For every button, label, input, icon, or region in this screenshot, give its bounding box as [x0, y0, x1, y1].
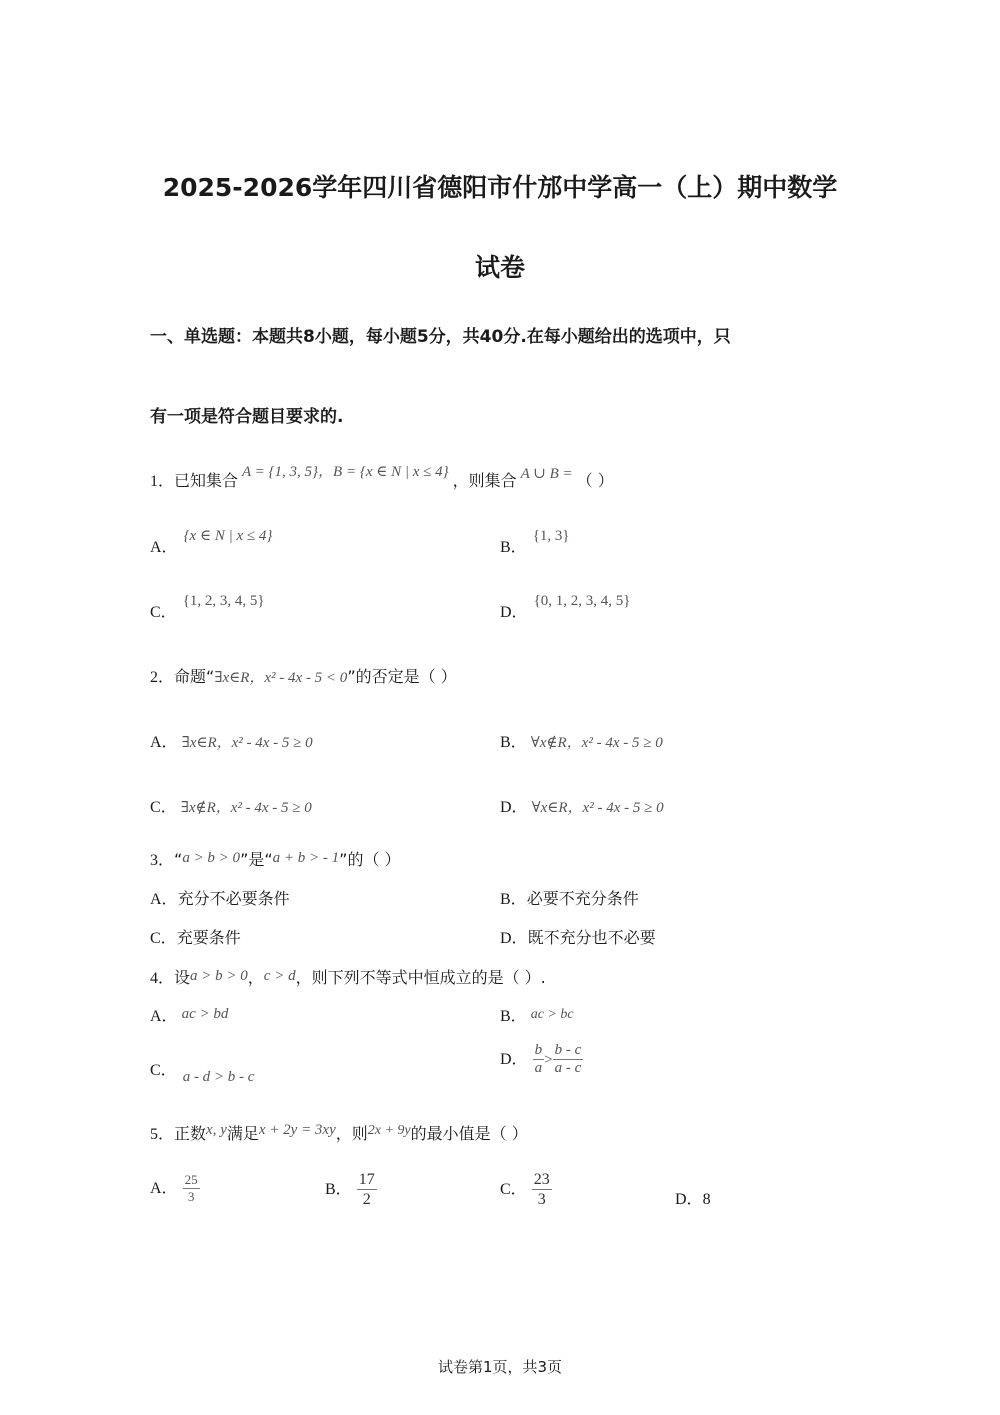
fraction: [553, 1042, 584, 1077]
option-math: {x ∈ N | x ≤ 4}: [183, 528, 273, 544]
question-text: 满足: [226, 1124, 259, 1143]
question-text: ”的否定是（ ）: [347, 667, 457, 686]
option-text: 8: [702, 1191, 711, 1208]
fraction-numerator: 25: [184, 1172, 198, 1187]
fraction-denominator: 2: [362, 1191, 371, 1208]
question-4-option-a[interactable]: [150, 1003, 228, 1026]
option-label: A．: [150, 539, 178, 556]
question-text: ”是“: [240, 850, 273, 869]
question-3-option-b[interactable]: [500, 886, 639, 909]
question-text: 设: [174, 968, 191, 987]
fraction: [533, 1042, 545, 1077]
option-math: ac > bc: [530, 1007, 574, 1022]
question-5-option-d[interactable]: [675, 1186, 711, 1209]
question-1-option-a[interactable]: [150, 528, 273, 557]
page-footer: 试卷第1页，共3页: [437, 1358, 563, 1376]
question-1-stem: [150, 464, 614, 491]
option-label: D．: [500, 799, 528, 816]
option-math: ∃x∉R，x² - 4x - 5 ≥ 0: [180, 800, 312, 816]
question-4-option-d[interactable]: [500, 1042, 583, 1077]
option-text: 既不充分也不必要: [527, 928, 656, 947]
math-expression: A = {1, 3, 5}，B = {x ∈ N | x ≤ 4}: [242, 464, 449, 480]
question-3-option-d[interactable]: [500, 925, 656, 948]
fraction-denominator: 3: [187, 1189, 195, 1204]
option-label: D．: [500, 1051, 528, 1068]
option-label: C．: [150, 604, 177, 621]
math-expression: A ∪ B =: [520, 466, 573, 482]
option-label: A．: [150, 1180, 178, 1197]
option-label: B．: [500, 891, 527, 908]
option-label: A．: [150, 1008, 178, 1025]
option-label: D．: [500, 930, 528, 947]
question-5-option-b[interactable]: [325, 1170, 377, 1209]
question-text: ”的（ ）: [339, 850, 401, 869]
question-text: ，则: [335, 1124, 368, 1143]
question-number: 4．: [150, 970, 175, 987]
question-text: 的最小值是（ ）: [410, 1124, 528, 1143]
fraction-denominator: a: [534, 1060, 543, 1076]
fraction-numerator: 23: [533, 1171, 550, 1188]
question-4-option-c[interactable]: [150, 1057, 255, 1085]
question-5-option-a[interactable]: [150, 1172, 200, 1205]
option-math: {0, 1, 2, 3, 4, 5}: [533, 593, 631, 609]
math-expression: a > b > 0: [182, 850, 241, 866]
option-label: A．: [150, 891, 178, 908]
option-label: C．: [150, 1062, 177, 1079]
option-label: C．: [500, 1181, 527, 1198]
question-5-option-c[interactable]: [500, 1170, 552, 1209]
question-2-stem: [150, 664, 457, 687]
option-math: a - d > b - c: [182, 1069, 255, 1085]
question-number: 5．: [150, 1126, 175, 1143]
question-5-stem: [150, 1121, 528, 1144]
math-expression: x + 2y = 3xy: [258, 1122, 336, 1138]
math-expression: ∃x∈R，x² - 4x - 5 < 0: [214, 670, 348, 686]
option-label: C．: [150, 799, 177, 816]
section-heading-line1: 一、单选题：本题共8小题，每小题5分，共40分.在每小题给出的选项中，只: [150, 327, 731, 347]
question-number: 2．: [150, 669, 175, 686]
option-label: B．: [500, 539, 527, 556]
fraction-denominator: 3: [537, 1191, 546, 1208]
fraction: [183, 1172, 200, 1205]
fraction-numerator: b - c: [554, 1042, 582, 1058]
question-1-option-c[interactable]: [150, 593, 265, 622]
option-text: 充分不必要条件: [177, 889, 290, 908]
option-text: 必要不充分条件: [526, 889, 639, 908]
question-text: 命题“: [174, 667, 215, 686]
question-text: ，则集合: [452, 471, 517, 490]
fraction-numerator: b: [534, 1042, 543, 1058]
question-4-stem: [150, 965, 546, 988]
option-label: B．: [500, 1008, 527, 1025]
option-math: ∀x∉R，x² - 4x - 5 ≥ 0: [530, 735, 663, 751]
math-expression: x, y: [206, 1122, 227, 1138]
option-label: D．: [500, 604, 528, 621]
option-math: {1, 3}: [532, 528, 570, 544]
option-math: ∀x∈R，x² - 4x - 5 ≥ 0: [531, 800, 664, 816]
math-expression: c > d: [263, 968, 296, 984]
question-text: （ ）: [576, 471, 614, 490]
exam-title-line1: 2025-2026学年四川省德阳市什邡中学高一（上）期中数学: [162, 173, 838, 202]
question-2-option-c[interactable]: [150, 794, 312, 817]
option-label: B．: [500, 734, 527, 751]
question-2-option-d[interactable]: [500, 794, 664, 817]
math-expression: a > b > 0: [190, 968, 248, 984]
option-label: A．: [150, 734, 178, 751]
fraction-numerator: 17: [358, 1171, 375, 1188]
question-text: “: [174, 850, 183, 869]
question-text: ，则下列不等式中恒成立的是（ ）.: [295, 968, 546, 987]
option-math: {1, 2, 3, 4, 5}: [182, 593, 265, 609]
math-expression: 2x + 9y: [367, 1123, 411, 1138]
question-3-stem: [150, 847, 401, 870]
fraction-denominator: a - c: [554, 1060, 582, 1076]
option-label: B．: [325, 1181, 352, 1198]
fraction: [357, 1170, 377, 1209]
fraction: [532, 1170, 552, 1209]
question-3-option-c[interactable]: [150, 925, 241, 948]
question-text: ，: [247, 968, 264, 987]
question-1-option-b[interactable]: [500, 528, 570, 557]
option-label: C．: [150, 930, 177, 947]
option-text: 充要条件: [176, 928, 241, 947]
question-1-option-d[interactable]: [500, 593, 631, 622]
option-math: ∃x∈R，x² - 4x - 5 ≥ 0: [181, 735, 313, 751]
question-text: 已知集合: [174, 471, 239, 490]
exam-title-line2: 试卷: [474, 253, 525, 282]
question-number: 1．: [150, 473, 175, 490]
question-number: 3．: [150, 852, 175, 869]
question-2-option-b[interactable]: [500, 729, 663, 752]
question-text: 正数: [174, 1124, 207, 1143]
question-2-option-a[interactable]: [150, 729, 313, 752]
option-label: D．: [675, 1191, 703, 1208]
section-heading-line2: 有一项是符合题目要求的.: [150, 407, 344, 427]
math-operator: >: [544, 1052, 553, 1068]
question-4-option-b[interactable]: [500, 1003, 574, 1026]
question-3-option-a[interactable]: [150, 886, 290, 909]
math-expression: a + b > - 1: [272, 850, 340, 866]
option-math: ac > bd: [181, 1006, 229, 1022]
